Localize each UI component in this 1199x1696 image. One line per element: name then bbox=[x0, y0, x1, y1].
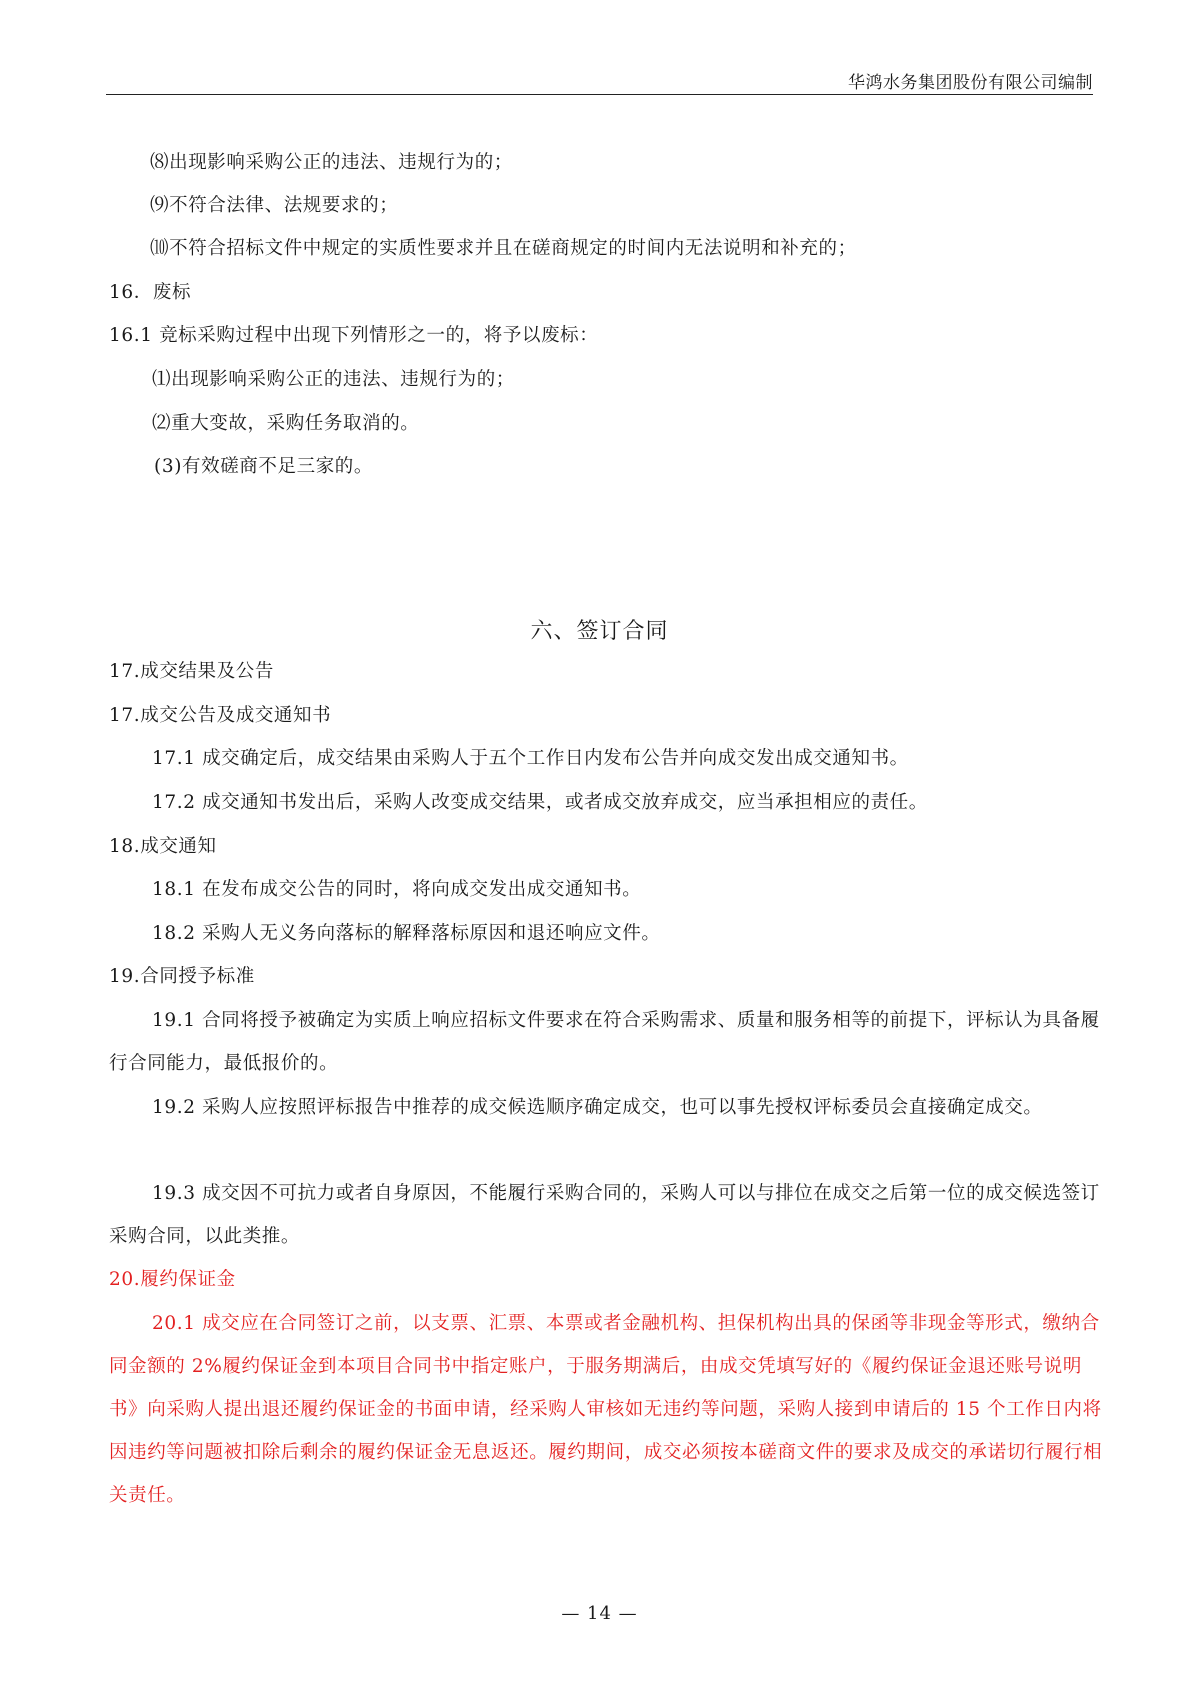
clause-17-2: 17.2 成交通知书发出后，采购人改变成交结果，或者成交放弃成交，应当承担相应的责任。 bbox=[152, 792, 928, 813]
item-10: ⑽不符合招标文件中规定的实质性要求并且在磋商规定的时间内无法说明和补充的； bbox=[150, 238, 857, 259]
clause-19-heading: 19.合同授予标准 bbox=[109, 966, 255, 987]
page-header bbox=[106, 64, 1093, 95]
page-number: — 14 — bbox=[561, 1603, 638, 1624]
header-company: 华鸿水务集团股份有限公司编制 bbox=[848, 73, 1093, 93]
clause-16-item-3: (3)有效磋商不足三家的。 bbox=[154, 456, 374, 477]
clause-16-heading: 16．废标 bbox=[109, 282, 192, 303]
clause-18-1: 18.1 在发布成交公告的同时，将向成交发出成交通知书。 bbox=[152, 879, 642, 900]
clause-17-1: 17.1 成交确定后，成交结果由采购人于五个工作日内发布公告并向成交发出成交通知书。 bbox=[152, 748, 909, 769]
clause-19-1: 19.1 合同将授予被确定为实质上响应招标文件要求在符合采购需求、质量和服务相等的前提下，评标认为具备履行合同能力，最低报价的。 bbox=[109, 1010, 1100, 1074]
clause-20-1: 20.1 成交应在合同签订之前，以支票、汇票、本票或者金融机构、担保机构出具的保函等非现金等形式，缴纳合同金额的 2%履约保证金到本项目合同书中指定账户，于服务期满后，由成交凭填写好的《履约保证金退还账号说明书》向采购人提出退还履约保证金的书面申请，经采购人审核如无违约等问题，采购人接到申请后的 15 个工作日内将因违约等问题被扣除后剩余的履约保证金无息返还。履约期间，成交必须按本磋商文件的要求及成交的承诺切行履行相关责任。 bbox=[109, 1313, 1103, 1506]
clause-19-3: 19.3 成交因不可抗力或者自身原因，不能履行采购合同的，采购人可以与排位在成交之后第一位的成交候选签订采购合同，以此类推。 bbox=[109, 1183, 1100, 1247]
clause-16-1: 16.1 竞标采购过程中出现下列情形之一的，将予以废标： bbox=[109, 325, 599, 346]
item-8: ⑻出现影响采购公正的违法、违规行为的； bbox=[150, 152, 513, 173]
clause-18-heading: 18.成交通知 bbox=[109, 836, 217, 857]
clause-17-heading: 17.成交结果及公告 bbox=[109, 661, 274, 682]
clause-18-2: 18.2 采购人无义务向落标的解释落标原因和退还响应文件。 bbox=[152, 923, 661, 944]
clause-16-item-2: ⑵重大变故，采购任务取消的。 bbox=[152, 413, 420, 434]
clause-17-subheading: 17.成交公告及成交通知书 bbox=[109, 705, 332, 726]
clause-19-2: 19.2 采购人应按照评标报告中推荐的成交候选顺序确定成交，也可以事先授权评标委员会直接确定成交。 bbox=[152, 1097, 1043, 1118]
clause-16-item-1: ⑴出现影响采购公正的违法、违规行为的； bbox=[152, 369, 515, 390]
section-title: 六、签订合同 bbox=[530, 619, 669, 644]
clause-20-heading: 20.履约保证金 bbox=[109, 1269, 236, 1290]
item-9: ⑼不符合法律、法规要求的； bbox=[150, 195, 399, 216]
